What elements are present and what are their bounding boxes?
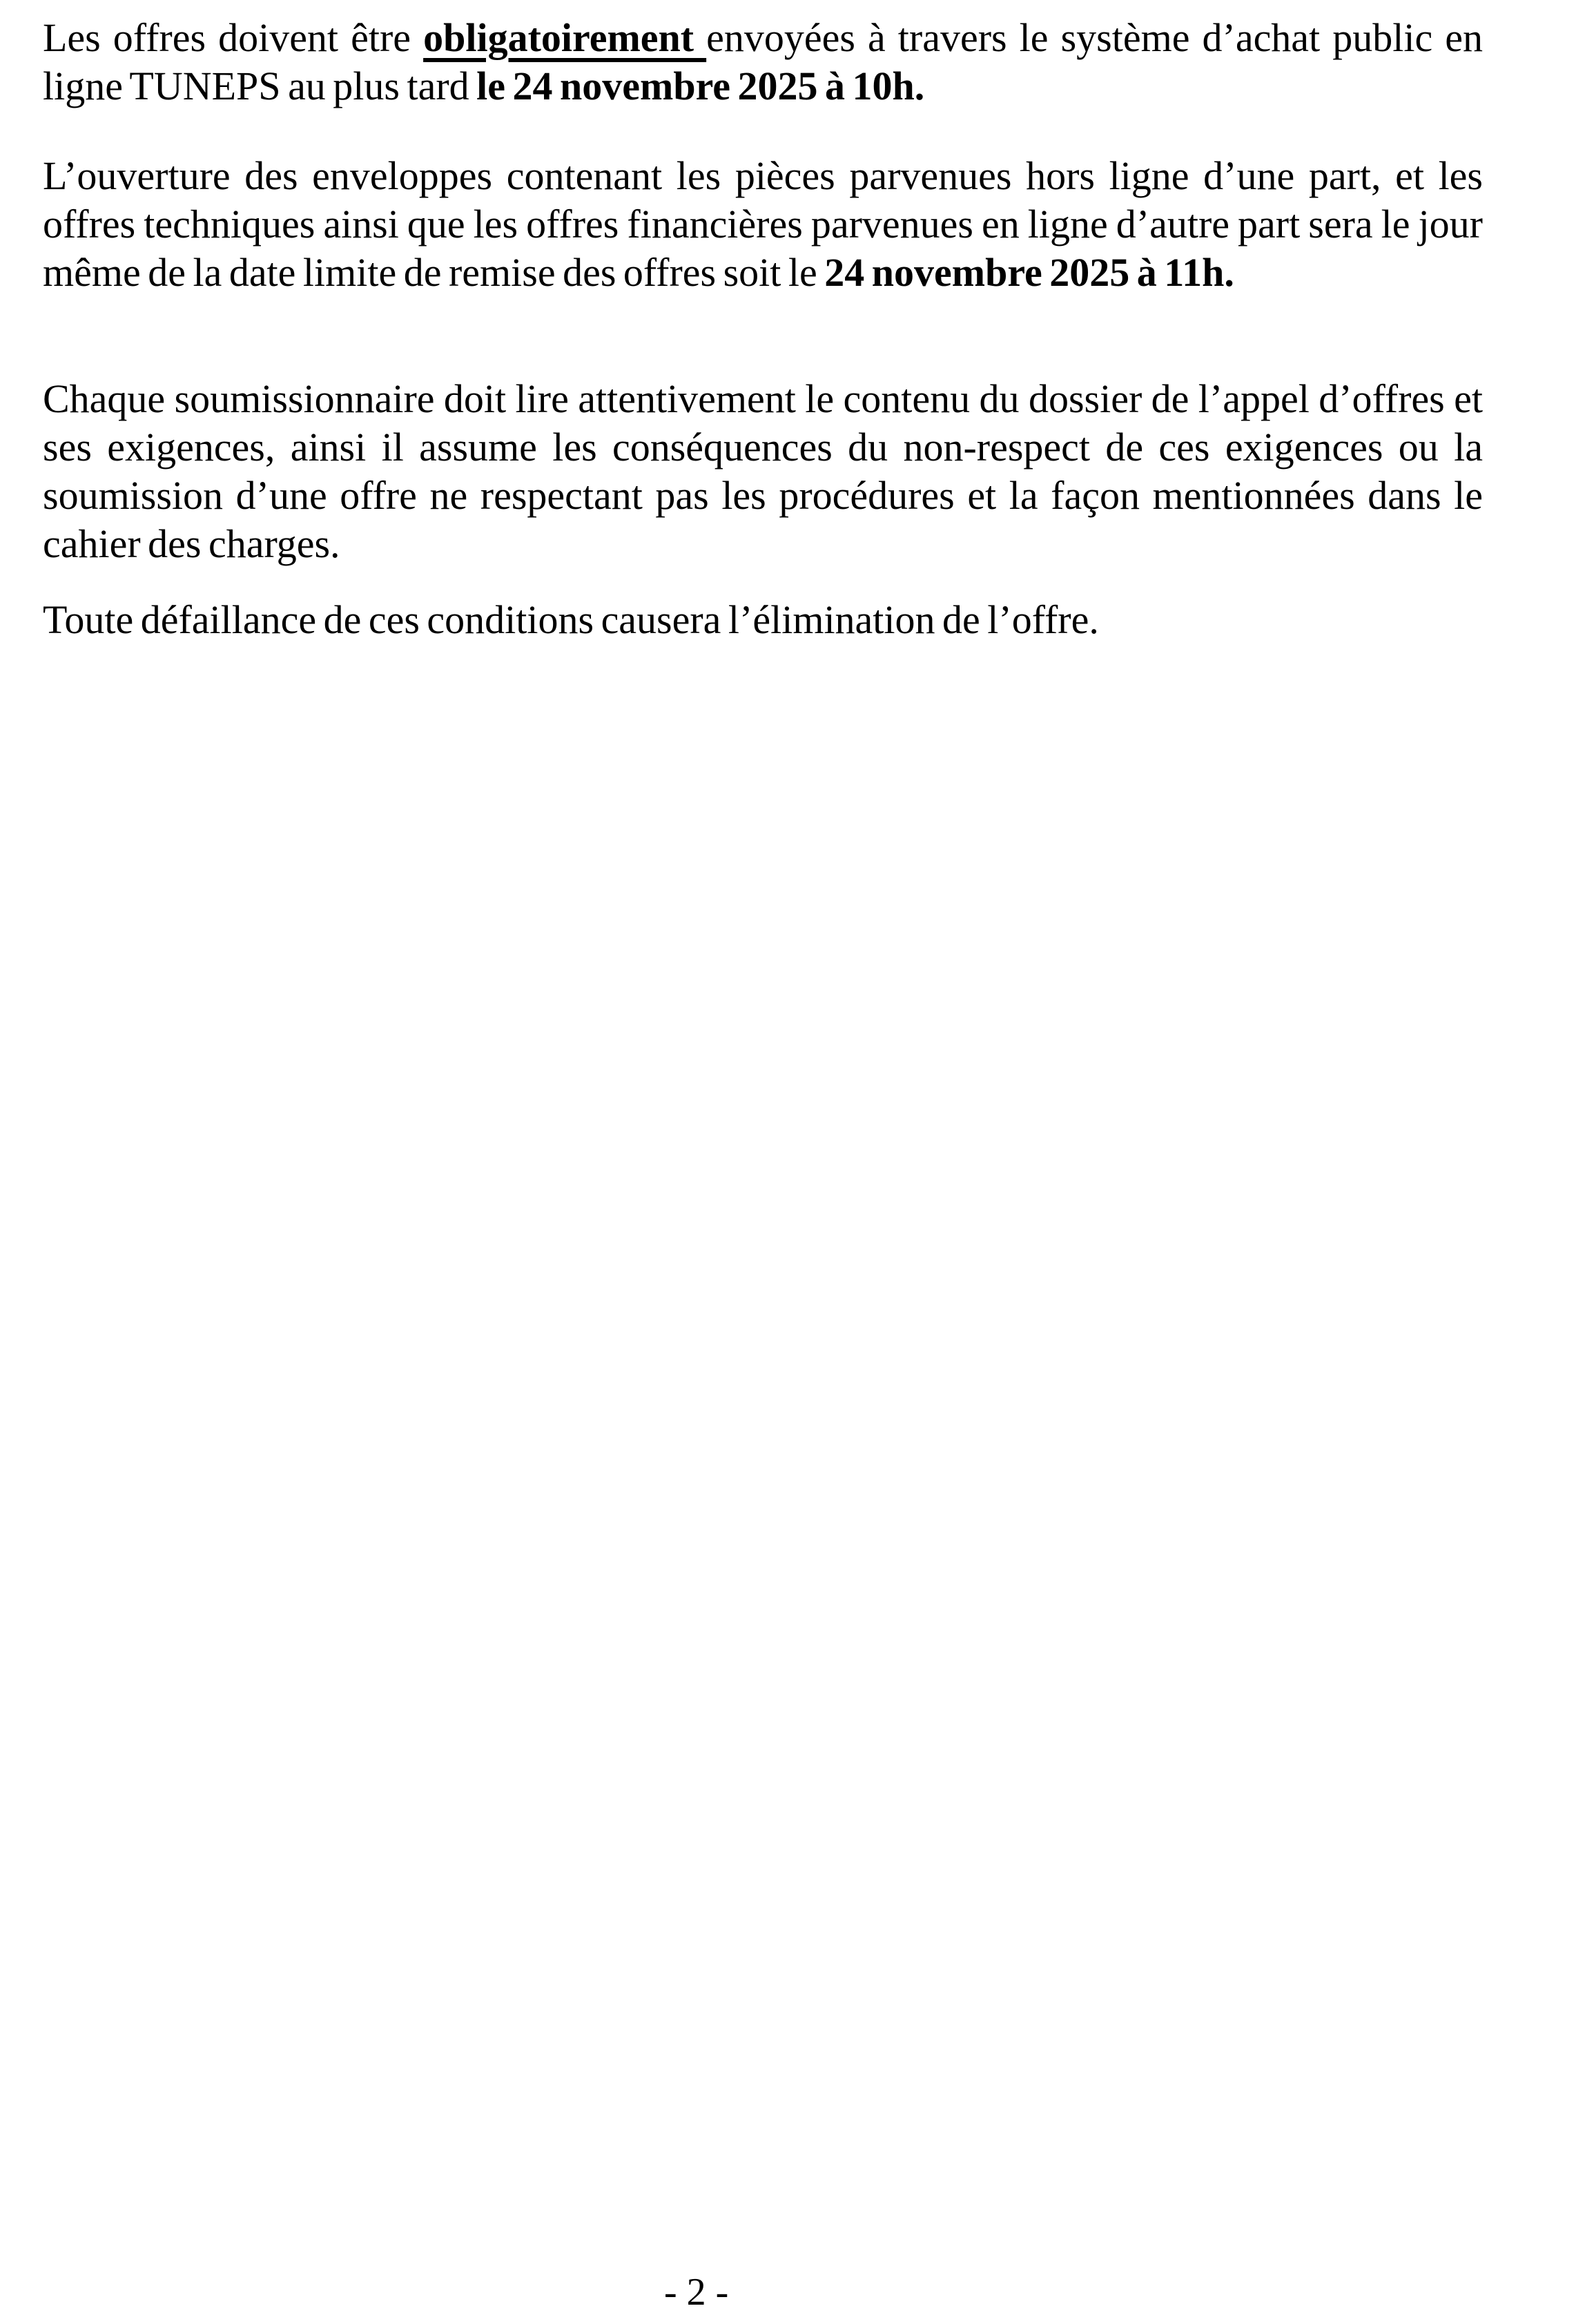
paragraph-envelope-opening — [43, 152, 1483, 297]
paragraph-elimination-warning — [43, 596, 1483, 644]
bold-underlined-text-run: obligatoirement — [423, 15, 707, 60]
paragraph-bidder-obligations — [43, 375, 1483, 568]
paragraph-submission-deadline — [43, 14, 1483, 110]
text-run: envoyées à travers le système d’achat public en ligne TUNEPS au plus tard — [43, 15, 1484, 108]
bold-text-run: 24 novembre 2025 à 11h. — [824, 250, 1234, 295]
text-run: Les offres doivent être — [43, 15, 424, 60]
text-run: Toute défaillance de ces conditions causera l’élimination de l’offre. — [43, 597, 1099, 642]
text-run: Chaque soumissionnaire doit lire attentivement le contenu du dossier de l’appel d’offres et ses exigences, ainsi il assume les conséquences du non-respect de ces exigences ou la soumission d’une offre ne respectant pas les procédures et la façon mentionnées dans le cahier des charges. — [43, 376, 1483, 566]
text-run: L’ouverture des enveloppes contenant les pièces parvenues hors ligne d’une part, et les offres techniques ainsi que les offres financières parvenues en ligne d’autre part sera le jour même de la date limite de remise des offres soit le — [43, 153, 1483, 295]
bold-text-run: le 24 novembre 2025 à 10h. — [476, 64, 925, 108]
page-number: - 2 - — [664, 2271, 729, 2314]
document-body — [43, 14, 1483, 644]
